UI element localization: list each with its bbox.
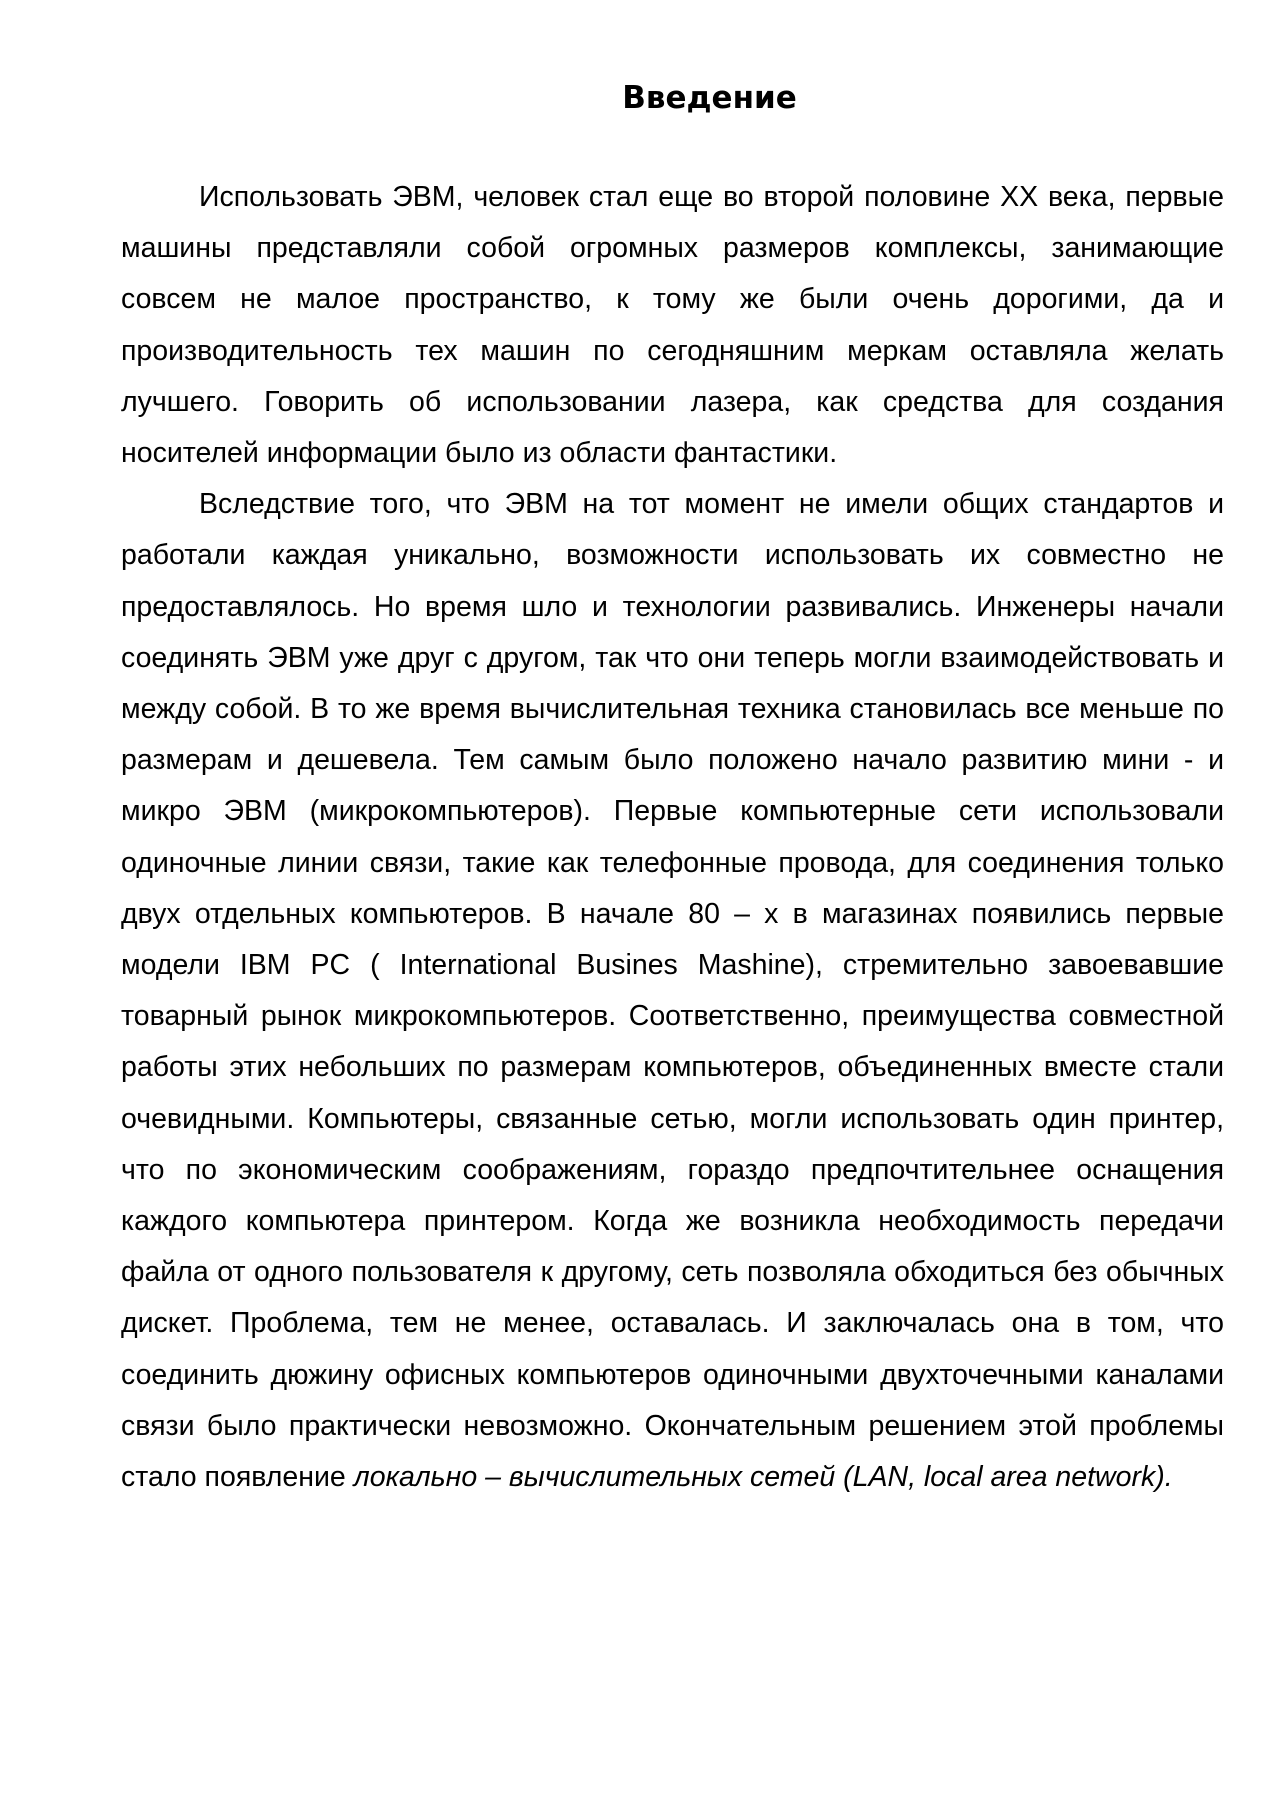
paragraph-networks	[121, 479, 1224, 1503]
paragraph-networks-text: Вследствие того, что ЭВМ на тот момент не имели общих стандартов и работали каждая уникально, возможности использовать их совместно не предоставлялось. Но время шло и технологии развивались. Инженеры начали соединять ЭВМ уже друг с другом, так что они теперь могли взаимодействовать и между собой. В то же время вычислительная техника становилась все меньше по размерам и дешевела. Тем самым было положено начало развитию мини - и микро ЭВМ (микрокомпьютеров). Первые компьютерные сети использовали одиночные линии связи, такие как телефонные провода, для соединения только двух отдельных компьютеров. В начале 80 – х в магазинах появились первые модели IBM PC ( International Busines Mashine), стремительно завоевавшие товарный рынок микрокомпьютеров. Соответственно, преимущества совместной работы этих небольших по размерам компьютеров, объединенных вместе стали очевидными. Компьютеры, связанные сетью, могли использовать один принтер, что по экономическим соображениям, гораздо предпочтительнее оснащения каждого компьютера принтером. Когда же возникла необходимость передачи файла от одного пользователя к другому, сеть позволяла обходиться без обычных дискет. Проблема, тем не менее, оставалась. И заключалась она в том, что соединить дюжину офисных компьютеров одиночными двухточечными каналами связи было практически невозможно. Окончательным решением этой проблемы стало появление	[121, 488, 1224, 1494]
italic-term-lan: локально – вычислительных сетей (LAN, local area network).	[353, 1461, 1173, 1494]
page-title: Введение	[622, 80, 797, 116]
paragraph-intro: Использовать ЭВМ, человек стал еще во второй половине XX века, первые машины представляли собой огромных размеров комплексы, занимающие совсем не малое пространство, к тому же были очень дорогими, да и производительность тех машин по сегодняшним меркам оставляла желать лучшего. Говорить об использовании лазера, как средства для создания носителей информации было из области фантастики.	[121, 181, 1224, 470]
document-body	[121, 172, 1224, 1503]
